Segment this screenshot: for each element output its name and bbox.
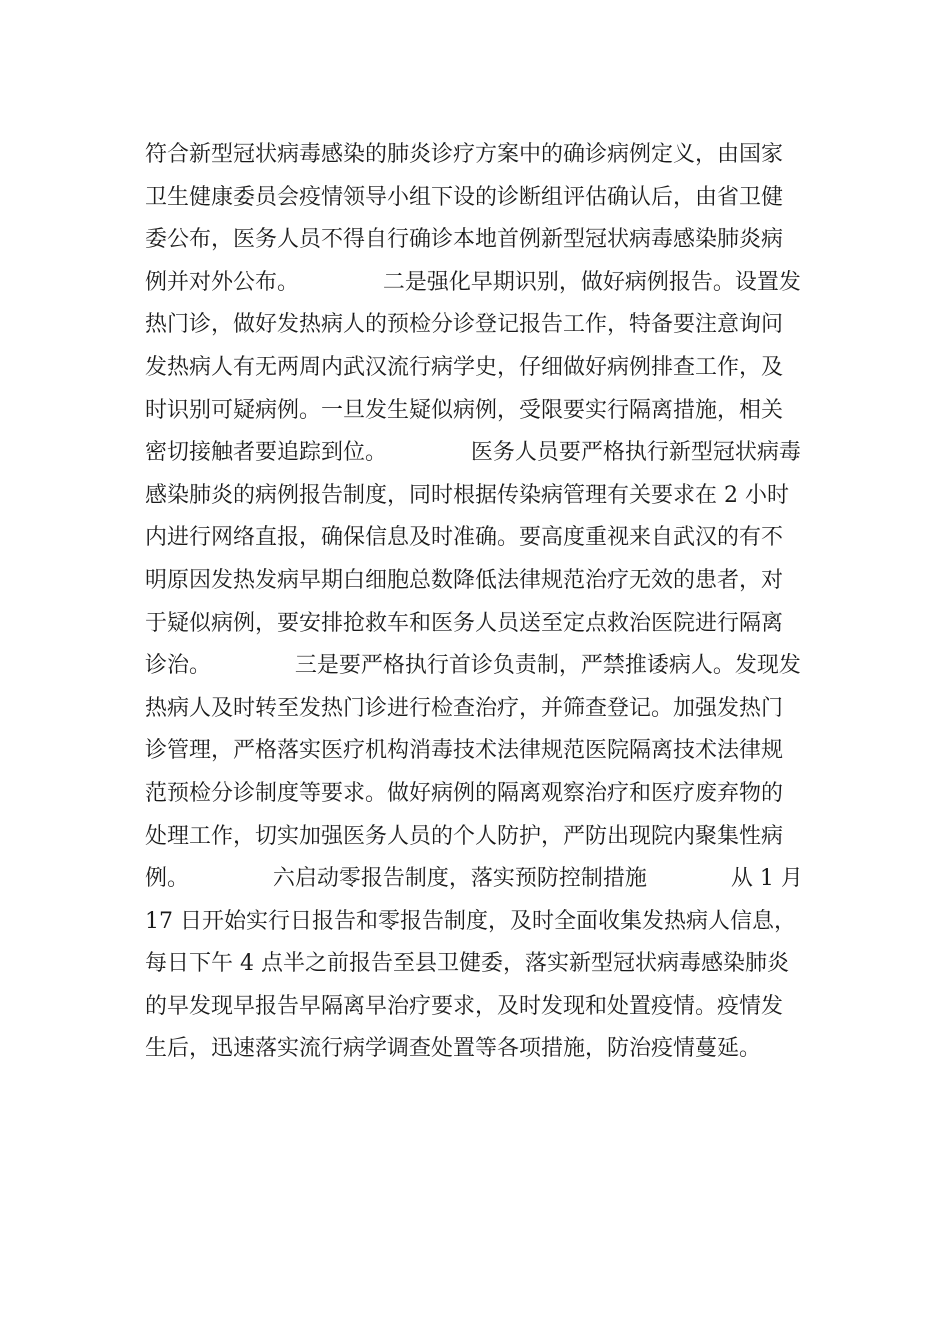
text-line: 热门诊，做好发热病人的预检分诊登记报告工作，特备要注意询问	[145, 312, 784, 338]
text-line: 明原因发热发病早期白细胞总数降低法律规范治疗无效的患者，对	[145, 567, 784, 593]
text-line: 卫生健康委员会疫情领导小组下设的诊断组评估确认后，由省卫健	[145, 184, 784, 210]
text-line: 密切接触者要追踪到位。 医务人员要严格执行新型冠状病毒	[145, 440, 801, 466]
text-line: 每日下午 4 点半之前报告至县卫健委，落实新型冠状病毒感染肺炎	[145, 951, 789, 977]
text-line: 时识别可疑病例。一旦发生疑似病例，受限要实行隔离措施，相关	[145, 397, 784, 423]
body-text	[145, 134, 825, 1071]
text-line: 例。 六启动零报告制度，落实预防控制措施 从 1 月	[145, 866, 803, 892]
text-line: 内进行网络直报，确保信息及时准确。要高度重视来自武汉的有不	[145, 525, 784, 551]
text-line: 发热病人有无两周内武汉流行病学史，仔细做好病例排查工作，及	[145, 354, 784, 380]
text-line: 热病人及时转至发热门诊进行检查治疗，并筛查登记。加强发热门	[145, 695, 784, 721]
text-line: 例并对外公布。 二是强化早期识别，做好病例报告。设置发	[145, 269, 801, 295]
text-line: 符合新型冠状病毒感染的肺炎诊疗方案中的确诊病例定义，由国家	[145, 142, 784, 167]
text-line: 的早发现早报告早隔离早治疗要求，及时发现和处置疫情。疫情发	[145, 993, 784, 1019]
text-line: 17 日开始实行日报告和零报告制度，及时全面收集发热病人信息，	[145, 908, 796, 934]
text-line: 委公布，医务人员不得自行确诊本地首例新型冠状病毒感染肺炎病	[145, 227, 784, 253]
text-line: 生后，迅速落实流行病学调查处置等各项措施，防治疫情蔓延。	[145, 1036, 762, 1062]
text-line: 感染肺炎的病例报告制度，同时根据传染病管理有关要求在 2 小时	[145, 482, 789, 508]
text-line: 处理工作，切实加强医务人员的个人防护，严防出现院内聚集性病	[145, 823, 784, 849]
text-line: 诊治。 三是要严格执行首诊负责制，严禁推诿病人。发现发	[145, 653, 801, 679]
text-line: 范预检分诊制度等要求。做好病例的隔离观察治疗和医疗废弃物的	[145, 780, 784, 806]
text-line: 于疑似病例，要安排抢救车和医务人员送至定点救治医院进行隔离	[145, 610, 784, 636]
text-line: 诊管理，严格落实医疗机构消毒技术法律规范医院隔离技术法律规	[145, 738, 784, 764]
